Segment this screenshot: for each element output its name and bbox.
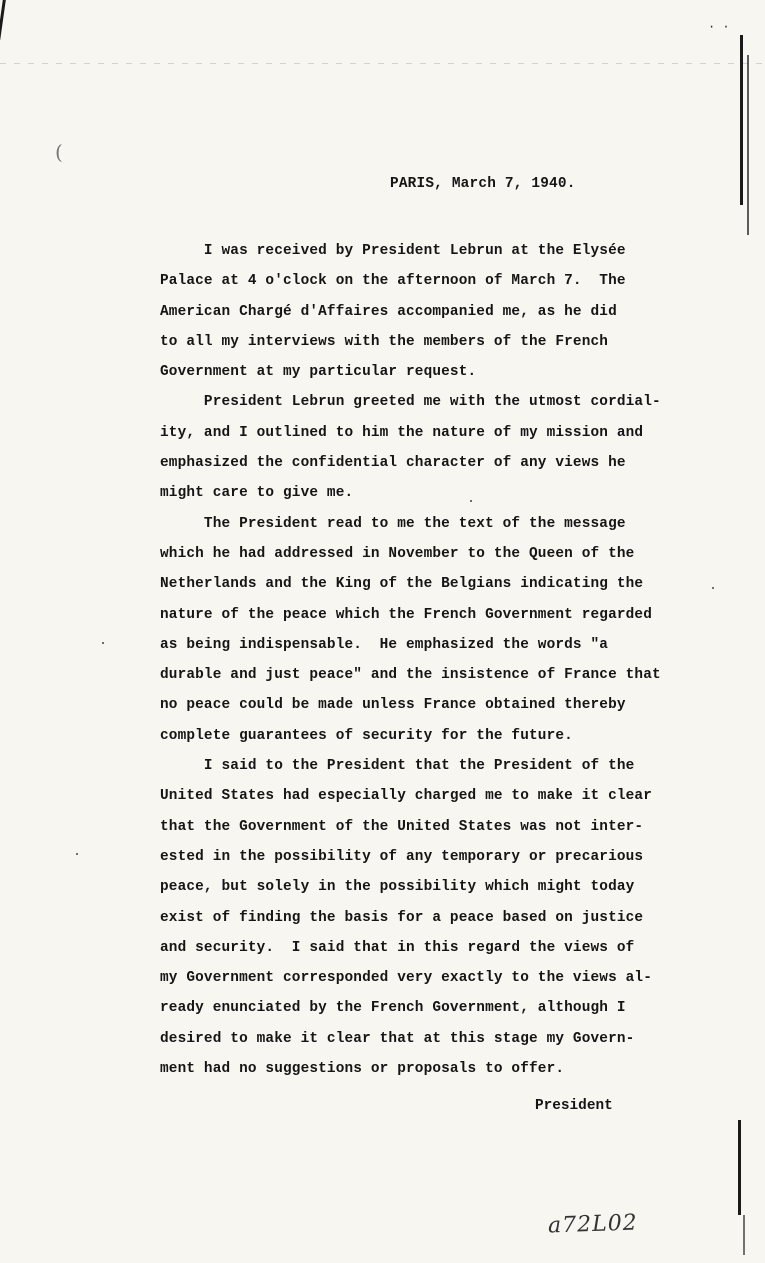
text-line: that the Government of the United States was not inter- <box>160 818 644 835</box>
scan-edge-right <box>738 1120 741 1215</box>
scan-top-rule <box>0 63 765 64</box>
corner-mark: · · <box>708 20 730 34</box>
text-line: exist of finding the basis for a peace based on justice <box>160 909 644 926</box>
text-line: The President read to me the text of the message <box>160 515 626 532</box>
text-line: ready enunciated by the French Government, although I <box>160 1000 626 1017</box>
text-line: might care to give me. <box>160 485 354 502</box>
text-line: as being indispensable. He emphasized the words "a <box>160 636 609 653</box>
text-line: durable and just peace" and the insistence of France that <box>160 667 661 684</box>
archive-number: a72L02 <box>547 1210 639 1239</box>
text-line: American Chargé d'Affaires accompanied me, as he did <box>160 303 617 320</box>
text-line: nature of the peace which the French Government regarded <box>160 606 653 623</box>
text-line: emphasized the confidential character of any views he <box>160 455 626 472</box>
scan-mark: ( <box>55 140 63 164</box>
scan-edge-right <box>740 35 743 205</box>
text-line: I was received by President Lebrun at the Elysée <box>160 243 626 259</box>
catchword: President <box>535 1098 613 1114</box>
scan-edge-right <box>743 1215 745 1255</box>
text-line: peace, but solely in the possibility which might today <box>160 879 635 896</box>
scan-edge-left <box>0 0 6 40</box>
text-line: ity, and I outlined to him the nature of my mission and <box>160 424 644 441</box>
text-line: United States had especially charged me to make it clear <box>160 788 653 805</box>
text-line: I said to the President that the President of the <box>160 758 635 775</box>
text-line: to all my interviews with the members of the French <box>160 333 609 350</box>
scan-speck <box>76 853 78 855</box>
text-line: ment had no suggestions or proposals to offer. <box>160 1061 565 1078</box>
text-line: and security. I said that in this regard the views of <box>160 939 635 956</box>
scan-edge-right <box>747 55 749 235</box>
letter-body <box>160 236 720 1084</box>
dateline: PARIS, March 7, 1940. <box>390 176 576 192</box>
text-line: desired to make it clear that at this stage my Govern- <box>160 1030 635 1047</box>
text-line: ested in the possibility of any temporary or precarious <box>160 848 644 865</box>
text-line: Government at my particular request. <box>160 364 477 381</box>
text-line: complete guarantees of security for the future. <box>160 727 573 744</box>
text-line: Palace at 4 o'clock on the afternoon of March 7. The <box>160 273 626 290</box>
text-line: which he had addressed in November to the Queen of the <box>160 545 635 562</box>
text-line: my Government corresponded very exactly to the views al- <box>160 970 653 987</box>
scan-speck <box>102 642 104 644</box>
text-line: no peace could be made unless France obtained thereby <box>160 697 626 714</box>
text-line: Netherlands and the King of the Belgians indicating the <box>160 576 644 593</box>
text-line: President Lebrun greeted me with the utmost cordial- <box>160 394 661 411</box>
